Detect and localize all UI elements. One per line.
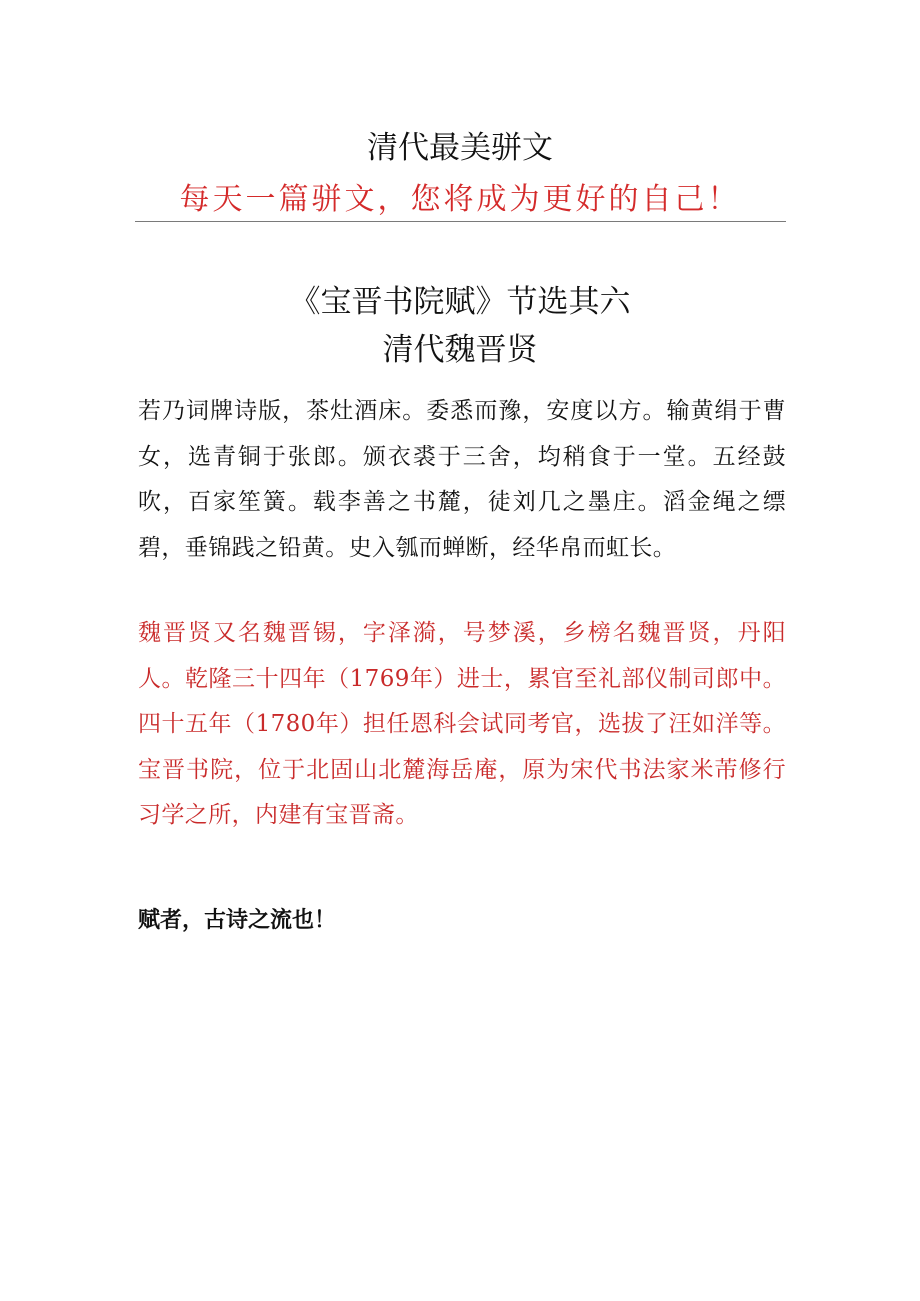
header-slogan: 每天一篇骈文，您将成为更好的自己！ [179,182,741,217]
poem-body: 若乃词牌诗版，茶灶酒床。委悉而豫，安度以方。输黄绢于曹女，选青铜于张郎。颁衣裘于三舍，均稍食于一堂。五经鼓吹，百家笙簧。载李善之书麓，徒刘几之墨庄。滔金绳之缥碧，垂锦践之铅黄。史入瓠而蝉断，经华帛而虹长。 [138,398,786,561]
poem-title: 《宝晋书院赋》节选其六 [289,284,631,320]
header-title: 清代最美骈文 [367,130,553,166]
author-note: 魏晋贤又名魏晋锡，字泽漪，号梦溪，乡榜名魏晋贤，丹阳人。乾隆三十四年（1769年）进士，累官至礼部仪制司郎中。四十五年（1780年）担任恩科会试同考官，选拔了汪如洋等。宝晋书院，位于北固山北麓海岳庵，原为宋代书法家米芾修行习学之所，内建有宝晋斋。 [138,620,786,828]
header-divider [135,221,786,222]
poem-author: 清代魏晋贤 [382,332,538,368]
closing-line: 赋者，古诗之流也！ [138,907,337,933]
